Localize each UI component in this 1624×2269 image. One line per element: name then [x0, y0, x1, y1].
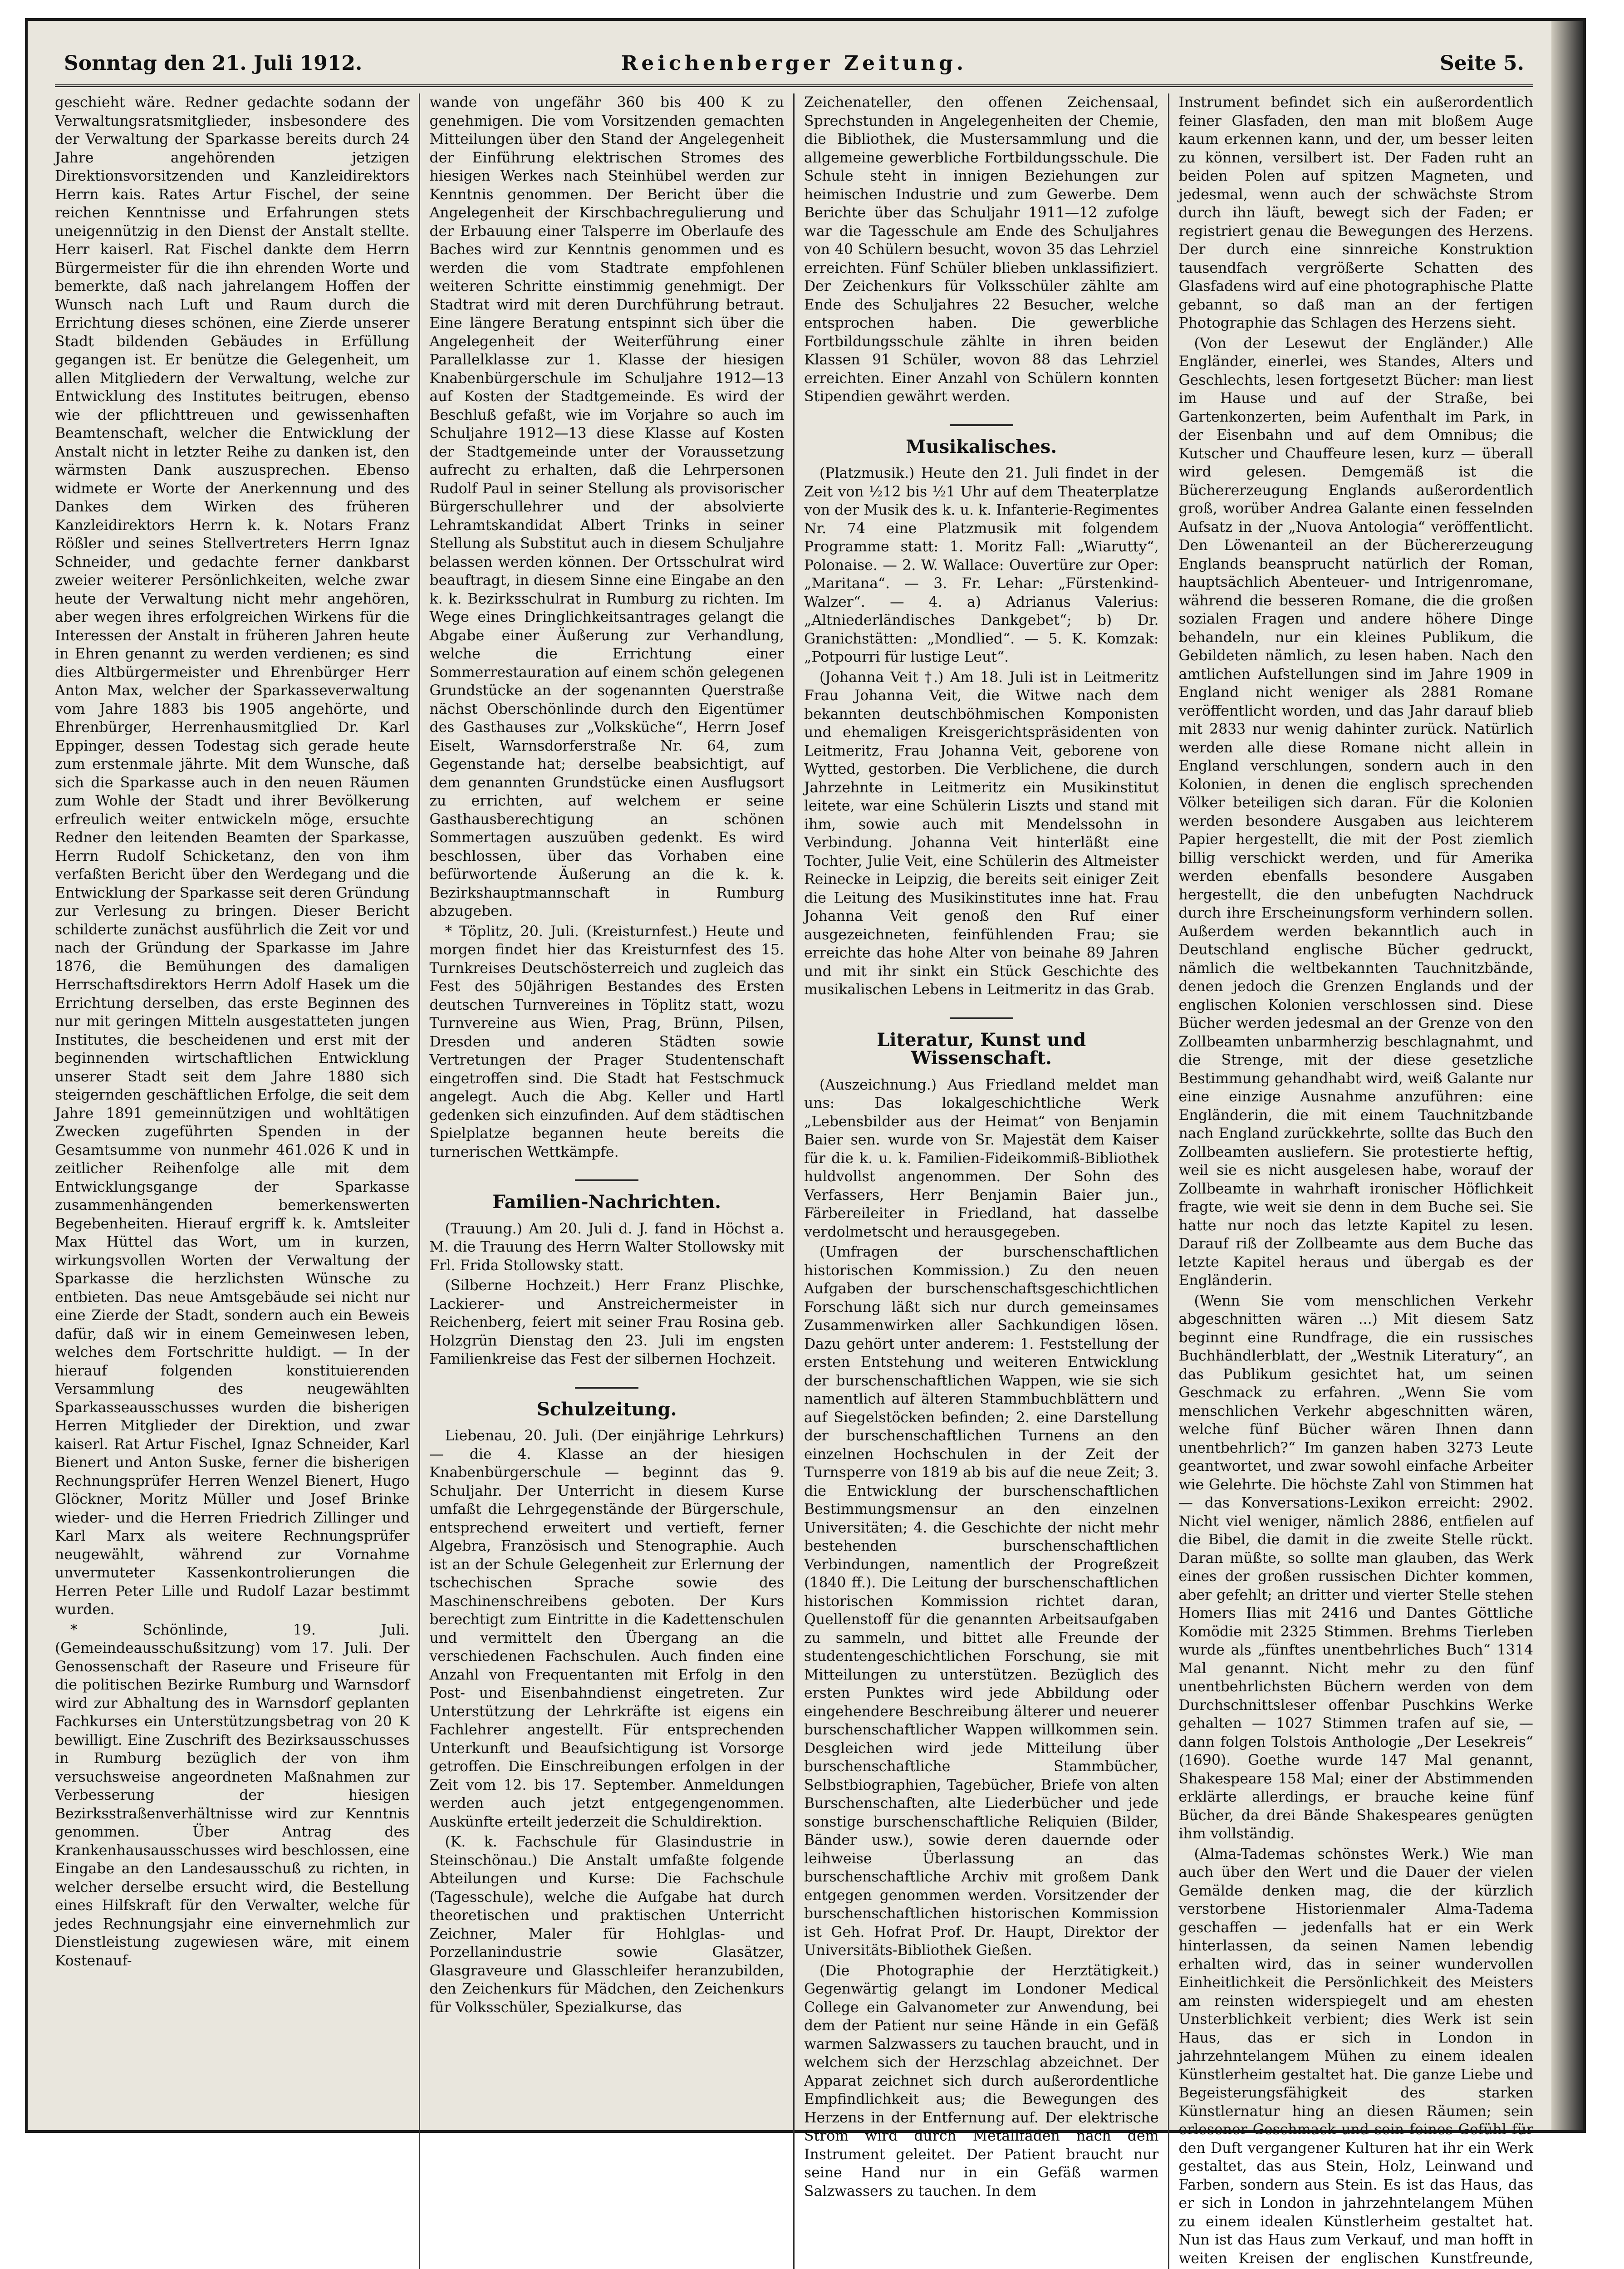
- notice-silver-wedding: (Silberne Hochzeit.) Herr Franz Plischke, Lackierer- und Anstreichermeister in Reichenberg, feiert mit seiner Frau Rosina geb. Holzgrün Dienstag den 23. Juli im engsten Familienkreise das Fest der silbernen Hochzeit.: [430, 1277, 785, 1369]
- section-heading-family-news: Familien-Nachrichten.: [430, 1179, 785, 1212]
- column-4: [1179, 93, 1534, 2269]
- article-heart-photography: (Die Photographie der Herztätigkeit.) Gegenwärtig gelangt im Londoner Medical College ein Galvanometer zur Anwendung, bei dem der Patient nur seine Hände in ein Gefäß warmen Salzwassers zu tauchen braucht, und in welchem sich der Herzschlag abzeichnet. Der Apparat zeichnet sich durch außerordentliche Empfindlichkeit aus; die Bewegungen des Herzens in der Entfernung auf. Der elektrische Strom wird durch Metallfäden nach dem Instrument geleitet. Der Patient braucht nur seine Hand nur in ein Gefäß warmen Salzwassers zu tauchen. In dem: [804, 1962, 1159, 2201]
- article-burschenschaft: (Umfragen der burschenschaftlichen historischen Kommission.) Zu den neuen Aufgaben der burschenschaftsgeschichtlichen Forschung läßt sich nur durch gemeinsames Zusammenwirken aller Sachkundigen lösen. Dazu gehört unter anderem: 1. Feststellung der ersten Entstehung und weiteren Entwicklung der burschenschaftlichen Wappen, wie sie sich namentlich auf älteren Stammbuchblättern und auf Siegelstöcken befinden; 2. eine Darstellung der burschenschaftlichen Turnens an den einzelnen Hochschulen in der Zeit der Turnsperre von 1819 ab bis auf die neue Zeit; 3. die Entwicklung der burschenschaftlichen Bestimmungsmensur an den einzelnen Universitäten; 4. die Geschichte der nicht mehr bestehenden burschenschaftlichen Verbindungen, namentlich der Progreßzeit (1840 ff.). Die Leitung der burschenschaftlichen historischen Kommission richtet daran, Quellenstoff für die genannten Arbeitsaufgaben zu sammeln, und bittet alle Freunde der studentengeschichtlichen Forschung, sie mit Mitteilungen zu unterstützen. Bezüglich des ersten Punktes wird jede Abbildung oder eingehendere Beschreibung älterer und neuerer burschenschaftlicher Wappen willkommen sein. Desgleichen wird jede Mitteilung über burschenschaftliche Stammbücher, Selbstbiographien, Tagebücher, Briefe von alten Burschenschaften, alte Liederbücher und jede sonstige burschenschaftliche Reliquien (Bilder, Bänder usw.), sowie deren dauernde oder leihweise Überlassung an das burschenschaftliche Archiv mit großem Dank entgegen genommen werden. Vorsitzender der burschenschaftlichen historischen Kommission ist Geh. Hofrat Prof. Dr. Haupt, Direktor der Universitäts-Bibliothek Gießen.: [804, 1243, 1159, 1960]
- section-heading-school-news: Schulzeitung.: [430, 1387, 785, 1419]
- newspaper-page: [25, 18, 1586, 2133]
- article-alma-tadema: (Alma-Tademas schönstes Werk.) Wie man auch über den Wert und die Dauer der vielen Gemälde denken mag, die der kürzlich verstorbene Historienmaler Alma-Tadema geschaffen — jedenfalls hat er ein Werk hinterlassen, da seinen Namen lebendig erhalten wird, das in seiner wundervollen Einheitlichkeit die Persönlichkeit des Meisters am reinsten widerspiegelt und am ehesten Unsterblichkeit verbient; dies Werk ist sein Haus, das er sich in London in jahrzehntelangem Mühen zu einem idealen Künstlerheim gestaltet hat. Die ganze Liebe und Begeisterungsfähigkeit des starken Künstlernatur hing an diesen Räumen; sein erlesener Geschmack und sein feines Gefühl für den Duft vergangener Kulturen hat ihr ein Werk gestaltet, das aus Stein, Holz, Leinwand und Farben, sondern aus Stein. Es ist das Haus, das er sich in London in jahrzehntelangem Mühen zu einem idealen Künstlerheim gestaltet hat. Nun ist das Haus zum Verkauf, und man hofft in weiten Kreisen der englischen Kunstfreunde,: [1179, 1845, 1534, 2269]
- notice-wedding: (Trauung.) Am 20. Juli d. J. fand in Höchst a. M. die Trauung des Herrn Walter Stollowsky mit Frl. Frida Stollowsky statt.: [430, 1220, 785, 1275]
- article-johanna-veit: (Johanna Veit †.) Am 18. Juli ist in Leitmeritz Frau Johanna Veit, die Witwe nach dem bekannten deutschböhmischen Komponisten und ehemaligen Kreisgerichtspräsidenten von Leitmeritz, Frau Johanna Veit, geborene von Wytted, gestorben. Die Verblichene, die durch Jahrzehnte in Leitmeritz ein Musikinstitut leitete, war eine Schülerin Liszts und stand mit ihm, sowie auch mit Mendelssohn in Verbindung. Johanna Veit hinterläßt eine Tochter, Julie Veit, eine Schülerin des Altmeister Reinecke in Leipzig, die bereits seit einiger Zeit die Leitung des Musikinstitutes inne hat. Frau Johanna Veit genoß den Ruf einer ausgezeichneten, feinfühlenden Frau; sie erreichte das hohe Alter von beinahe 89 Jahren und mit ihr sinkt ein Stück Geschichte des musikalischen Lebens in Leitmeritz in das Grab.: [804, 668, 1159, 999]
- article-schoenlinde: * Schönlinde, 19. Juli. (Gemeindeausschußsitzung) vom 17. Juli. Der Genossenschaft der Raseure und Friseure für die politischen Bezirke Rumburg und Warnsdorf wird zur Abhaltung des in Warnsdorf geplanten Fachkurses ein Unterstützungsbetrag von 20 K bewilligt. Eine Zuschrift des Bezirksausschusses in Rumburg bezüglich der von ihm versuchsweise angeordneten Maßnahmen zur Verbesserung der hiesigen Bezirksstraßenverhältnisse wird zur Kenntnis genommen. Über Antrag des Krankenhausausschusses wird beschlossen, eine Eingabe an den Landesausschuß zu richten, in welcher derselbe ersucht wird, die Bestellung eines Hilfskraft für den Verwalter, welche für jedes Rechnungsjahr eine einvernehmlich zur Dienstleistung zugewiesen wäre, mit einem Kostenauf-: [55, 1621, 410, 1970]
- article-toeplitz: * Töplitz, 20. Juli. (Kreisturnfest.) Heute und morgen findet hier das Kreisturnfest des 15. Turnkreises Deutschösterreich und zugleich das Fest des 50jährigen Bestandes des Ersten deutschen Turnvereines in Töplitz statt, wozu Turnvereine aus Wien, Prag, Brünn, Pilsen, Dresden und anderen Städten sowie Vertretungen der Prager Studentenschaft eingetroffen sind. Die Stadt hat Festschmuck angelegt. Auch die Abg. Keller und Hartl gedenken sich einzufinden. Auf dem städtischen Spielplatze begannen heute bereits die turnerischen Wettkämpfe.: [430, 923, 785, 1162]
- section-heading-music: Musikalisches.: [804, 424, 1159, 457]
- section-heading-literature: Literatur, Kunst und Wissenschaft.: [804, 1017, 1159, 1068]
- article-glass-school-continued: Zeichenateller, den offenen Zeichensaal, Sprechstunden in Angelegenheiten der Chemie, die Bibliothek, die Mustersammlung und die allgemeine gewerbliche Fortbildungsschule. Die Schule steht in innigen Beziehungen zur heimischen Industrie und zum Gewerbe. Dem Berichte über das Schuljahr 1911—12 zufolge war die Tagesschule am Ende des Schuljahres von 40 Schülern besucht, wovon 35 das Lehrziel erreichten. Fünf Schüler blieben unklassifiziert. Der Zeichenkurs für Volksschüler zählte am Ende des Schuljahres 22 Besucher, welche entsprochen haben. Die gewerbliche Fortbildungsschule zählte in ihren beiden Klassen 91 Schüler, wovon 88 das Lehrziel erreichten. Einer Anzahl von Schülern konnten Stipendien gewährt werden.: [804, 93, 1159, 406]
- article-liebenau: Liebenau, 20. Juli. (Der einjährige Lehrkurs) — die 4. Klasse an der hiesigen Knabenbürgerschule — beginnt das 9. Schuljahr. Der Unterricht in diesem Kurse umfaßt die Lehrgegenstände der Bürgerschule, entsprechend erweitert und vertieft, ferner Algebra, Französisch und Stenographie. Auch ist an der Schule Gelegenheit zur Erlernung der tschechischen Sprache sowie des Maschinenschreibens geboten. Der Kurs berechtigt zum Eintritte in die Kadettenschulen und vermittelt den Übergang an die verschiedenen Fachschulen. Auch finden eine Anzahl von Frequentanten mit Erfolg in den Post- und Eisenbahndienst eingetreten. Zur Unterstützung der Lehrkräfte ist eigens ein Fachlehrer angestellt. Für entsprechenden Unterkunft und Beaufsichtigung ist Vorsorge getroffen. Die Einschreibungen erfolgen in der Zeit vom 12. bis 17. September. Anmeldungen werden auch jetzt entgegengenommen. Auskünfte erteilt jederzeit die Schuldirektion.: [430, 1427, 785, 1831]
- article-sparkasse-continued: geschieht wäre. Redner gedachte sodann der Verwaltungsratsmitglieder, insbesondere des der Verwaltung der Sparkasse bereits durch 24 Jahre angehörenden jetzigen Direktionsvorsitzenden und Kanzleidirektors Herrn kais. Rates Artur Fischel, der seine reichen Kenntnisse und Erfahrungen stets uneigennützig in den Dienst der Anstalt stellte. Herr kaiserl. Rat Fischel dankte dem Herrn Bürgermeister für die ihn ehrenden Worte und bemerkte, daß nach jahrelangem Hoffen der Wunsch nach Luft und Raum durch die Errichtung dieses schönen, eine Zierde unserer Stadt bildenden Gebäudes in Erfüllung gegangen ist. Er benütze die Gelegenheit, um allen Mitgliedern der Verwaltung, welche zur Entwicklung des Institutes beitrugen, ebenso wie der pflichttreuen und gewissenhaften Beamtenschaft, welcher die Entwicklung der Anstalt nicht in letzter Reihe zu danken ist, den wärmsten Dank auszusprechen. Ebenso widmete er Worte der Anerkennung und des Dankes dem Wirken des früheren Kanzleidirektors Herrn k. k. Notars Franz Rößler und seines Stellvertreters Herrn Ignaz Schneider, und gedachte ferner dankbarst zweier weiterer Persönlichkeiten, welche zwar heute der Verwaltung nicht mehr angehören, aber wegen ihres erfolgreichen Wirkens für die Interessen der Anstalt in früheren Jahren heute in Ehren genannt zu werden verdienen; es sind dies Altbürgermeister und Ehrenbürger Herr Anton Max, welcher der Sparkasseverwaltung vom Jahre 1883 bis 1905 angehörte, und Ehrenbürger, Herrenhausmitglied Dr. Karl Eppinger, dessen Todestag sich gerade heute zum erstenmale jährte. Mit dem Wunsche, daß sich die Sparkasse auch in den neuen Räumen zum Wohle der Stadt und ihrer Bevölkerung erfreulich weiter entwickeln möge, ersuchte Redner den leitenden Beamten der Sparkasse, Herrn Rudolf Schicketanz, den von ihm verfaßten Bericht über den Werdegang und die Entwicklung der Sparkasse seit deren Gründung zur Verlesung zu bringen. Dieser Bericht schilderte zunächst ausführlich die Zeit vor und nach der Gründung der Sparkasse im Jahre 1876, die Bemühungen des damaligen Herrschaftsdirektors Herrn Adolf Hasek um die Errichtung derselben, das erste Beginnen des nur mit geringen Mitteln ausgestatteten jungen Institutes, die bescheidenen und erst mit der beginnenden wirtschaftlichen Entwicklung unserer Stadt seit dem Jahre 1880 sich steigernden geschäftlichen Erfolge, die seit dem Jahre 1891 gemeinnützigen und wohltätigen Zwecken zugeführten Spenden in der Gesamtsumme von nunmehr 461.026 K und in zeitlicher Reihenfolge alle mit dem Entwicklungsgange der Sparkasse zusammenhängenden bemerkenswerten Begebenheiten. Hierauf ergriff k. k. Amtsleiter Max Hüttel das Wort, um in kurzen, wirkungsvollen Worten der Verwaltung der Sparkasse die herzlichsten Wünsche zu entbieten. Das neue Amtsgebäude sei nicht nur eine Zierde der Stadt, sondern auch ein Beweis dafür, daß wir in einem Gemeinwesen leben, welches dem Fortschritte huldigt. — In der hierauf folgenden konstituierenden Versammlung des neugewählten Sparkasseausschusses wurden die bisherigen Herren Mitglieder der Direktion, und zwar kaiserl. Rat Artur Fischel, Ignaz Schneider, Karl Bienert und Anton Suske, ferner die bisherigen Rechnungsprüfer Herren Wenzel Bienert, Hugo Glöckner, Moritz Müller und Josef Brinke wieder- und die Herren Friedrich Zillinger und Karl Marx als weitere Rechnungsprüfer neugewählt, während zur Vornahme unvermuteter Kassenkontrolierungen die Herren Peter Lille und Rudolf Lazar bestimmt wurden.: [55, 93, 410, 1619]
- article-english-reading: (Von der Lesewut der Engländer.) Alle Engländer, einerlei, wes Standes, Alters und Geschlechts, lesen fortgesetzt Bücher: man liest im Hause und auf der Straße, bei Gartenkonzerten, beim Aufenthalt im Park, in der Eisenbahn und auf dem Omnibus; die Kutscher und Chauffeure lesen, kurz — überall wird gelesen. Demgemäß ist die Büchererzeugung Englands außerordentlich groß, worüber Andrea Galante einen fesselnden Aufsatz in der „Nuova Antologia“ veröffentlicht. Den Löwenanteil an der Büchererzeugung Englands beansprucht natürlich der Roman, hauptsächlich Abenteuer- und Intrigenromane, während die besseren Romane, die die großen sozialen Fragen und andere höhere Dinge behandeln, nur ein kleines Publikum, die Gebildeten nämlich, zu lesen haben. Nach den amtlichen Aufstellungen sind im Jahre 1909 in England nicht weniger als 2881 Romane veröffentlicht worden, und das Jahr darauf blieb mit 2833 nur wenig dahinter zurück. Natürlich werden alle diese Romane nicht allein in England verschlungen, sondern auch in den Kolonien, in denen die englisch sprechenden Völker beteiligen sich daran. Für die Kolonien werden besondere Ausgaben aus leichterem Papier hergestellt, die mit der Post ziemlich billig verschickt werden, und für Amerika werden ebenfalls besondere Ausgaben hergestellt, die den unbefugten Nachdruck durch ihre Erscheinungsform verhindern sollen. Außerdem werden bekanntlich auch in Deutschland englische Bücher gedruckt, nämlich die weltbekannten Tauchnitzbände, denen jedoch die Grenzen Englands und der englischen Kolonien verschlossen sind. Diese Bücher werden jedesmal an der Grenze von den Zollbeamten unbarmherzig beschlagnahmt, und die Strenge, mit der diese gesetzliche Bestimmung gehandhabt wird, weiß Galante nur eine einzige Ausnahme anzuführen: eine Engländerin, die mit einem Tauchnitzbande nach England zurückkehrte, sollte das Buch den Zollbeamten ausliefern. Sie protestierte heftig, weil sie es nicht ausgelesen habe, worauf der Zollbeamte in wahrhaft ironischer Höflichkeit fragte, wie weit sie denn in dem Buche sei. Sie hatte nur noch das letzte Kapitel zu lesen. Darauf riß der Zollbeamte aus dem Buche das letzte Kapitel heraus und übergab es der Engländerin.: [1179, 334, 1534, 1290]
- column-2: [430, 93, 785, 2269]
- article-schoenlinde-continued: wande von ungefähr 360 bis 400 K zu genehmigen. Die vom Vorsitzenden gemachten Mitteilungen über den Stand der Angelegenheit der Einführung elektrischen Stromes des hiesigen Werkes nach Steinhübel werden zur Kenntnis genommen. Der Bericht über die Angelegenheit der Kirschbachregulierung und der Erbauung einer Talsperre im Oberlaufe des Baches wird zur Kenntnis genommen und es werden die vom Stadtrate empfohlenen weiteren Schritte einstimmig genehmigt. Der Stadtrat wird mit deren Durchführung betraut. Eine längere Beratung entspinnt sich über die Angelegenheit der Weiterführung einer Parallelklasse zur 1. Klasse der hiesigen Knabenbürgerschule im Schuljahre 1912—13 auf Kosten der Stadtgemeinde. Es wird der Beschluß gefaßt, wie im Vorjahre so auch im Schuljahre 1912—13 diese Klasse auf Kosten der Stadtgemeinde unter der Voraussetzung aufrecht zu erhalten, daß die Lehrpersonen Rudolf Paul in seiner Stellung als provisorischer Bürgerschullehrer und der absolvierte Lehramtskandidat Albert Trinks in seiner Stellung als Substitut auch in diesem Schuljahre belassen werden können. Der Ortsschulrat wird beauftragt, in diesem Sinne eine Eingabe an den k. k. Bezirksschulrat in Rumburg zu richten. Im Wege eines Dringlichkeitsantrages gelangt die Abgabe einer Äußerung zur Verhandlung, welche die Errichtung einer Sommerrestauration auf einem schön gelegenen Grundstücke an der sogenannten Querstraße nächst Oberschönlinde durch den Eigentümer des Gasthauses zur „Volksküche“, Herrn Josef Eiselt, Warnsdorferstraße Nr. 64, zum Gegenstande hat; derselbe beabsichtigt, auf dem genannten Grundstücke einen Ausflugsort zu errichten, auf welchem er seine Gasthausberechtigung an schönen Sommertagen auszuüben gedenkt. Es wird beschlossen, über das Vorhaben eine befürwortende Äußerung an die k. k. Bezirkshauptmannschaft in Rumburg abzugeben.: [430, 93, 785, 921]
- newspaper-title: Reichenberger Zeitung.: [621, 52, 967, 75]
- article-auszeichnung: (Auszeichnung.) Aus Friedland meldet man uns: Das lokalgeschichtliche Werk „Lebensbilder aus der Heimat“ von Benjamin Baier sen. wurde von Sr. Majestät dem Kaiser für die k. u. k. Familien-Fideikommiß-Bibliothek huldvollst angenommen. Der Sohn des Verfassers, Herr Benjamin Baier jun., Färbereileiter in Friedland, hat dasselbe verdolmetscht und herausgegeben.: [804, 1076, 1159, 1242]
- issue-date: Sonntag den 21. Juli 1912.: [64, 52, 362, 75]
- page-header: [55, 39, 1533, 87]
- column-1: [55, 93, 410, 2269]
- article-platzmusik: (Platzmusik.) Heute den 21. Juli findet in der Zeit von ½12 bis ½1 Uhr auf dem Theaterplatze von der Musik des k. u. k. Infanterie-Regimentes Nr. 74 eine Platzmusik mit folgendem Programme statt: 1. Moritz Fall: „Wiarutty“, Polonaise. — 2. W. Wallace: Ouvertüre zur Oper: „Maritana“. — 3. Fr. Lehar: „Fürstenkind-Walzer“. — 4. a) Adrianus Valerius: „Altniederländisches Dankgebet“; b) Dr. Granichstätten: „Mondlied“. — 5. K. Komzak: „Potpourri für lustige Leut“.: [804, 464, 1159, 667]
- article-russian-survey: (Wenn Sie vom menschlichen Verkehr abgeschnitten wären ...) Mit diesem Satz beginnt eine Rundfrage, die ein russisches Buchhändlerblatt, der „Westnik Literatury“, an das Publikum gesichtet hat, um seinen Geschmack zu erfahren. „Wenn Sie vom menschlichen Verkehr abgeschnitten wären, welche fünf Bücher wären Ihnen dann unentbehrlich?“ Im ganzen haben 3273 Leute geantwortet, und zwar sowohl einfache Arbeiter wie Gelehrte. Die höchste Zahl von Stimmen hat — das Konversations-Lexikon erreicht: 2902. Nicht viel weniger, nämlich 2886, entfielen auf die Bibel, die damit in die zweite Stelle rückt. Daran müßte, so sollte man glauben, das Werk eines der großen russischen Dichter kommen, aber gefehlt; an dritter und vierter Stelle stehen Homers Ilias mit 2416 und Dantes Göttliche Komödie mit 2325 Stimmen. Brehms Tierleben wurde als „fünftes unentbehrliches Buch“ 1314 Mal genannt. Nicht mehr zu den fünf unentbehrlichsten Büchern werden von dem Durchschnittsleser offenbar Puschkins Werke gehalten — 1027 Stimmen trafen auf sie, — dann folgen Tolstois Anthologie „Der Lesekreis“ (1690). Goethe wurde 147 Mal genannt, Shakespeare 158 Mal; einer der Abstimmenden erklärte allerdings, er brauche keine fünf Bücher, da drei Bände Shakespeares genügten ihm vollständig.: [1179, 1292, 1534, 1843]
- article-glass-school: (K. k. Fachschule für Glasindustrie in Steinschönau.) Die Anstalt umfaßte folgende Abteilungen und Kurse: Die Fachschule (Tagesschule), welche die Aufgabe hat durch theoretischen und praktischen Unterricht Zeichner, Maler für Hohlglas- und Porzellanindustrie sowie Glasätzer, Glasgraveure und Glasschleifer heranzubilden, den Zeichenkurs für Mädchen, den Zeichenkurs für Volksschüler, Spezialkurse, das: [430, 1833, 785, 2017]
- page-number: Seite 5.: [1440, 52, 1524, 75]
- article-columns: [55, 93, 1533, 2103]
- article-heart-photography-continued: Instrument befindet sich ein außerordentlich feiner Glasfaden, den man mit bloßem Auge kaum erkennen kann, und der, um besser leiten zu können, versilbert ist. Der Faden ruht an beiden Polen auf spitzen Magneten, und jedesmal, wenn auch der schwächste Strom durch ihn läuft, bewegt sich der Faden; er registriert genau die Bewegungen des Herzens. Der durch eine sinnreiche Konstruktion tausendfach vergrößerte Schatten des Glasfadens wird auf eine photographische Platte gebannt, so daß man an der fertigen Photographie das Schlagen des Herzens sieht.: [1179, 93, 1534, 333]
- column-3: [804, 93, 1159, 2269]
